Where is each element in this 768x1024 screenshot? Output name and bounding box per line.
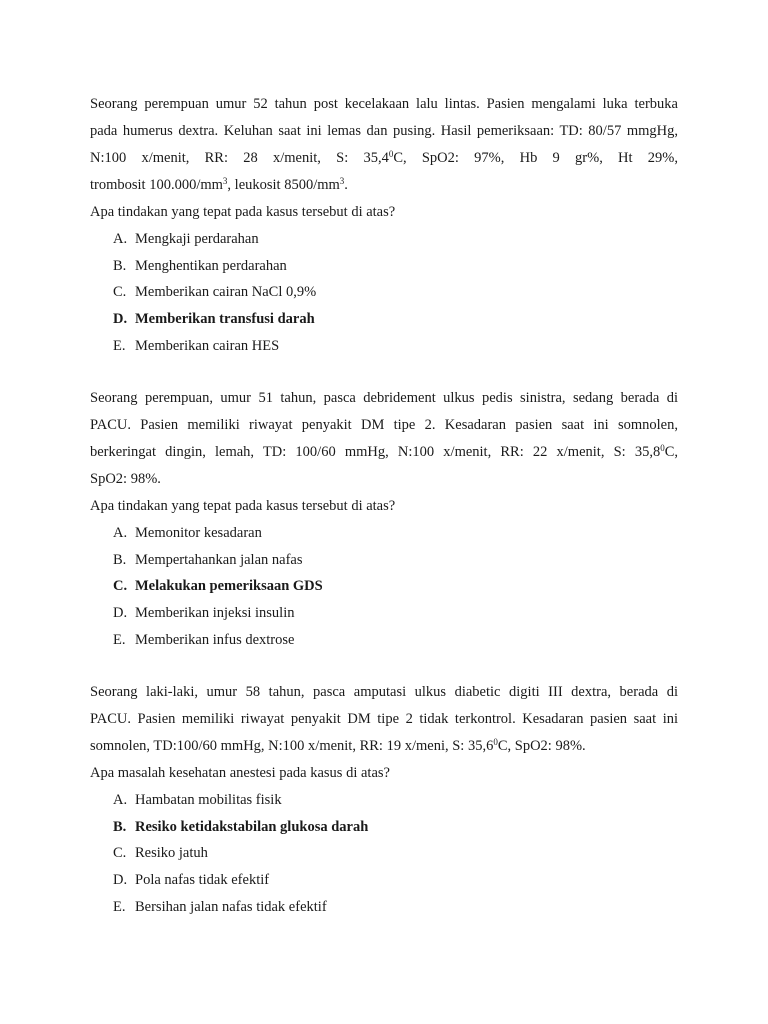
question-stem [90,385,678,520]
case-text: PACU. Pasien memiliki riwayat penyakit DM tipe 2. Kesadaran pasien saat ini somnolen, [90,417,678,433]
case-text: Seorang perempuan, umur 51 tahun, pasca debridement ulkus pedis sinistra, sedang berada di [90,390,678,406]
case-description [90,679,678,760]
superscript: 3 [222,176,228,186]
option-text: Resiko ketidakstabilan glukosa darah [135,818,369,835]
superscript: 0 [388,149,394,159]
question-3 [90,679,678,920]
answer-option [90,547,678,574]
case-text: C, [664,444,678,460]
case-text-line [90,118,678,145]
option-text: Memberikan transfusi darah [135,311,315,328]
case-description [90,91,678,199]
option-letter: B. [113,257,127,274]
case-text-line [90,439,678,466]
answer-option [90,573,678,600]
option-text: Memberikan infus dextrose [135,631,295,648]
question-prompt: Apa masalah kesehatan anestesi pada kasus di atas? [90,765,390,781]
superscript: 3 [339,176,345,186]
option-text: Hambatan mobilitas fisik [135,792,282,808]
option-text: Pola nafas tidak efektif [135,872,270,889]
answer-option [90,894,678,921]
answer-option [90,600,678,627]
option-text: Bersihan jalan nafas tidak efektif [135,898,327,915]
answer-option [90,840,678,867]
option-letter: A. [113,525,128,541]
case-text-line [90,172,678,199]
option-letter: C. [113,845,127,862]
question-stem [90,679,678,787]
option-text: Memberikan cairan NaCl 0,9% [135,284,317,301]
option-letter: A. [113,231,128,247]
case-text: Seorang perempuan umur 52 tahun post kecelakaan lalu lintas. Pasien mengalami luka terbuka [90,96,678,112]
case-text: C, SpO2: 97%, Hb 9 gr%, Ht 29%, [393,150,678,166]
case-text: berkeringat dingin, lemah, TD: 100/60 mmHg, N:100 x/menit, RR: 22 x/menit, S: 35,8 [90,444,661,460]
option-text: Memberikan cairan HES [135,337,280,354]
question-prompt: Apa tindakan yang tepat pada kasus tersebut di atas? [90,204,396,220]
question-1 [90,91,678,359]
case-text: PACU. Pasien memiliki riwayat penyakit DM tipe 2 tidak terkontrol. Kesadaran pasien saat ini [90,711,678,727]
case-text: N:100 x/menit, RR: 28 x/menit, S: 35,4 [90,150,389,166]
answer-option [90,814,678,841]
case-text: trombosit 100.000/mm [90,177,223,193]
case-text-line [90,706,678,733]
option-letter: D. [113,311,128,328]
option-letter: D. [113,605,128,622]
option-text: Melakukan pemeriksaan GDS [135,578,323,595]
case-text-line [90,412,678,439]
answer-option [90,520,678,547]
option-letter: E. [113,631,126,648]
option-letter: E. [113,337,126,354]
option-letter: B. [113,551,127,568]
option-letter: C. [113,284,127,301]
option-letter: D. [113,872,128,889]
case-text: somnolen, TD:100/60 mmHg, N:100 x/menit, RR: 19 x/meni, S: 35,6 [90,738,494,754]
superscript: 0 [493,737,498,747]
answer-option [90,627,678,654]
answer-options [90,226,678,359]
option-text: Memonitor kesadaran [135,525,262,541]
option-text: Mengkaji perdarahan [135,231,259,247]
case-text-line [90,733,678,760]
answer-option [90,867,678,894]
case-text-line [90,385,678,412]
option-text: Mempertahankan jalan nafas [135,551,303,568]
case-text-line [90,679,678,706]
case-text: C, SpO2: 98%. [497,738,586,754]
question-stem [90,91,678,226]
answer-options [90,787,678,920]
answer-option [90,226,678,253]
option-letter: E. [113,898,126,915]
answer-option [90,279,678,306]
case-text-line [90,91,678,118]
case-text-line [90,466,678,493]
question-prompt: Apa tindakan yang tepat pada kasus tersebut di atas? [90,498,396,514]
case-text: , leukosit 8500/mm [227,177,340,193]
option-text: Menghentikan perdarahan [135,257,287,274]
case-text-line [90,145,678,172]
option-text: Memberikan injeksi insulin [135,605,295,622]
answer-option [90,333,678,360]
case-text: Seorang laki-laki, umur 58 tahun, pasca amputasi ulkus diabetic digiti III dextra, berada di [90,684,678,700]
answer-option [90,253,678,280]
option-text: Resiko jatuh [135,845,208,862]
case-text: SpO2: 98%. [90,471,161,487]
answer-option [90,787,678,814]
superscript: 0 [660,443,665,453]
answer-options [90,520,678,653]
option-letter: B. [113,818,127,835]
option-letter: A. [113,792,128,808]
case-text: pada humerus dextra. Keluhan saat ini lemas dan pusing. Hasil pemeriksaan: TD: 80/57 mmgHg, [90,123,678,139]
case-text: . [344,177,348,193]
answer-option [90,306,678,333]
option-letter: C. [113,578,128,595]
case-description [90,385,678,493]
question-2 [90,385,678,653]
